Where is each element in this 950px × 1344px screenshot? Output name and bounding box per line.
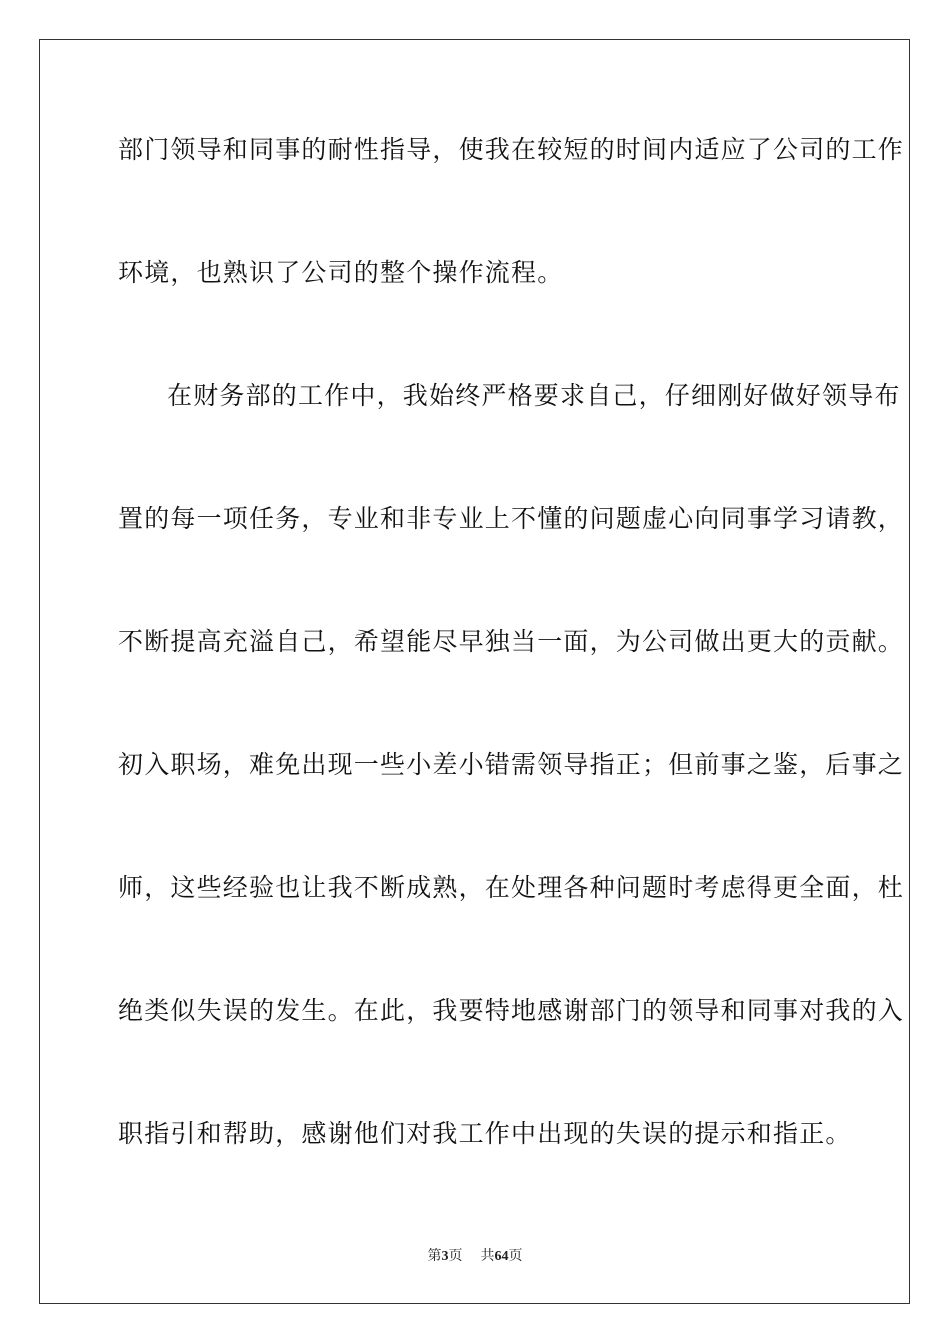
body-text-line: 在财务部的工作中，我始终严格要求自己，仔细刚好做好领导布: [167, 381, 901, 410]
body-text-line: 初入职场，难免出现一些小差小错需领导指正；但前事之鉴，后事之: [118, 750, 905, 779]
page-label-prefix: 第: [427, 1248, 442, 1264]
body-text-line: 部门领导和同事的耐性指导，使我在较短的时间内适应了公司的工作: [118, 135, 905, 164]
page-border: [39, 39, 910, 1304]
body-text-line: 置的每一项任务，专业和非专业上不懂的问题虚心向同事学习请教，: [118, 504, 905, 533]
body-text-line: 绝类似失误的发生。在此，我要特地感谢部门的领导和同事对我的入: [118, 996, 905, 1025]
total-label-prefix: 共: [480, 1248, 495, 1264]
body-text-line: 职指引和帮助，感谢他们对我工作中出现的失误的提示和指正。: [118, 1119, 852, 1148]
body-text-line: 不断提高充溢自己，希望能尽早独当一面，为公司做出更大的贡献。: [118, 627, 905, 656]
total-pages: 64: [494, 1249, 509, 1264]
page-label-suffix: 页: [448, 1248, 463, 1264]
page-footer: [0, 1247, 950, 1266]
total-label-suffix: 页: [508, 1248, 523, 1264]
body-text-line: 师，这些经验也让我不断成熟，在处理各种问题时考虑得更全面，杜: [118, 873, 905, 902]
body-text-line: 环境，也熟识了公司的整个操作流程。: [118, 258, 564, 287]
page-number: 3: [441, 1249, 449, 1264]
